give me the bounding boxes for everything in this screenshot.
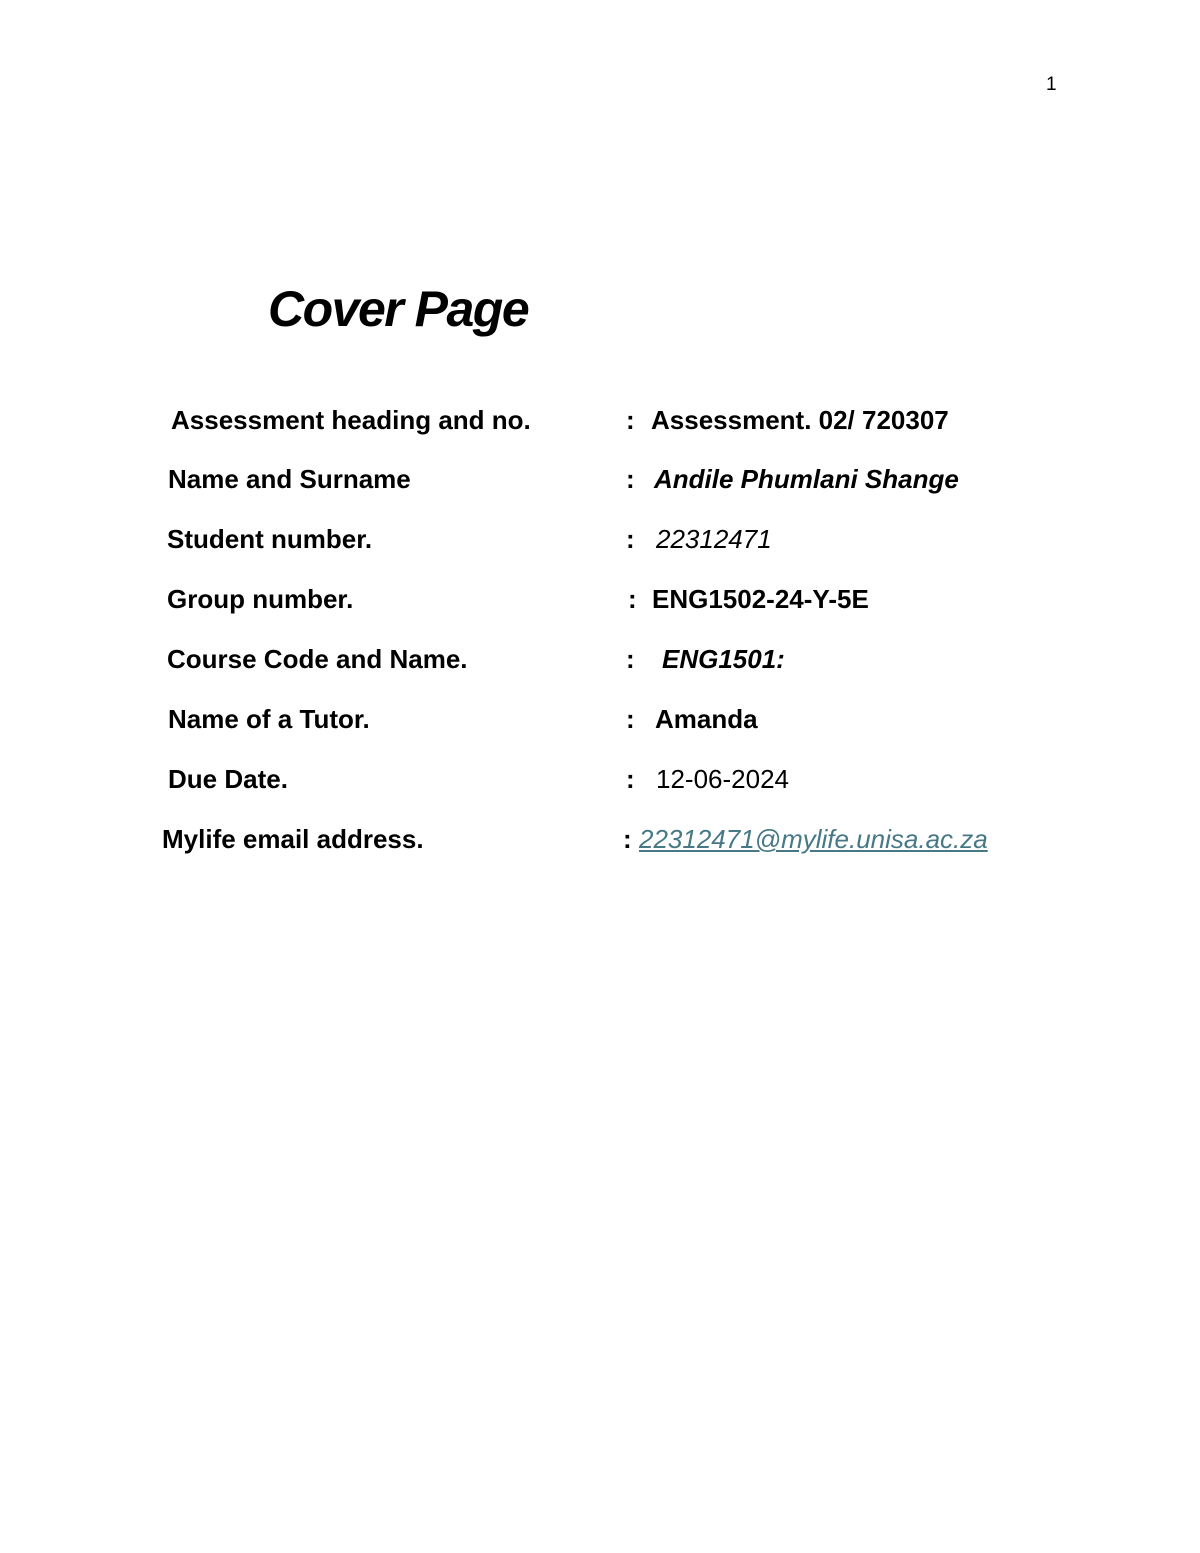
student-number-value: 22312471	[656, 524, 772, 554]
page-number: 1	[1046, 74, 1057, 95]
info-row-tutor	[0, 699, 1100, 739]
info-row-due-date	[0, 759, 1100, 799]
group-number-colon: :	[628, 584, 637, 614]
name-colon: :	[626, 464, 635, 494]
tutor-colon: :	[626, 704, 635, 734]
name-label: Name and Surname	[168, 464, 411, 494]
course-label: Course Code and Name.	[167, 644, 468, 674]
info-row-course	[0, 639, 1100, 679]
assessment-value: Assessment. 02/ 720307	[651, 405, 949, 435]
info-row-name	[0, 459, 1100, 499]
info-row-email	[0, 819, 1100, 859]
course-colon: :	[626, 644, 635, 674]
tutor-value: Amanda	[655, 704, 758, 734]
page-title: Cover Page	[268, 281, 529, 337]
name-value: Andile Phumlani Shange	[654, 464, 959, 494]
email-label: Mylife email address.	[162, 824, 424, 854]
info-row-group-number	[0, 579, 1100, 619]
due-date-colon: :	[626, 764, 635, 794]
tutor-label: Name of a Tutor.	[168, 704, 370, 734]
student-number-label: Student number.	[167, 524, 373, 554]
group-number-value: ENG1502-24-Y-5E	[652, 584, 869, 614]
info-row-assessment	[0, 400, 1100, 440]
assessment-colon: :	[626, 405, 635, 435]
due-date-label: Due Date.	[168, 764, 288, 794]
student-number-colon: :	[626, 524, 635, 554]
group-number-label: Group number.	[167, 584, 354, 614]
assessment-label: Assessment heading and no.	[171, 405, 531, 435]
email-colon: :	[623, 824, 632, 854]
email-link[interactable]: 22312471@mylife.unisa.ac.za	[639, 824, 988, 854]
due-date-value: 12-06-2024	[656, 764, 789, 794]
course-value: ENG1501:	[662, 644, 785, 674]
info-row-student-number	[0, 519, 1100, 559]
